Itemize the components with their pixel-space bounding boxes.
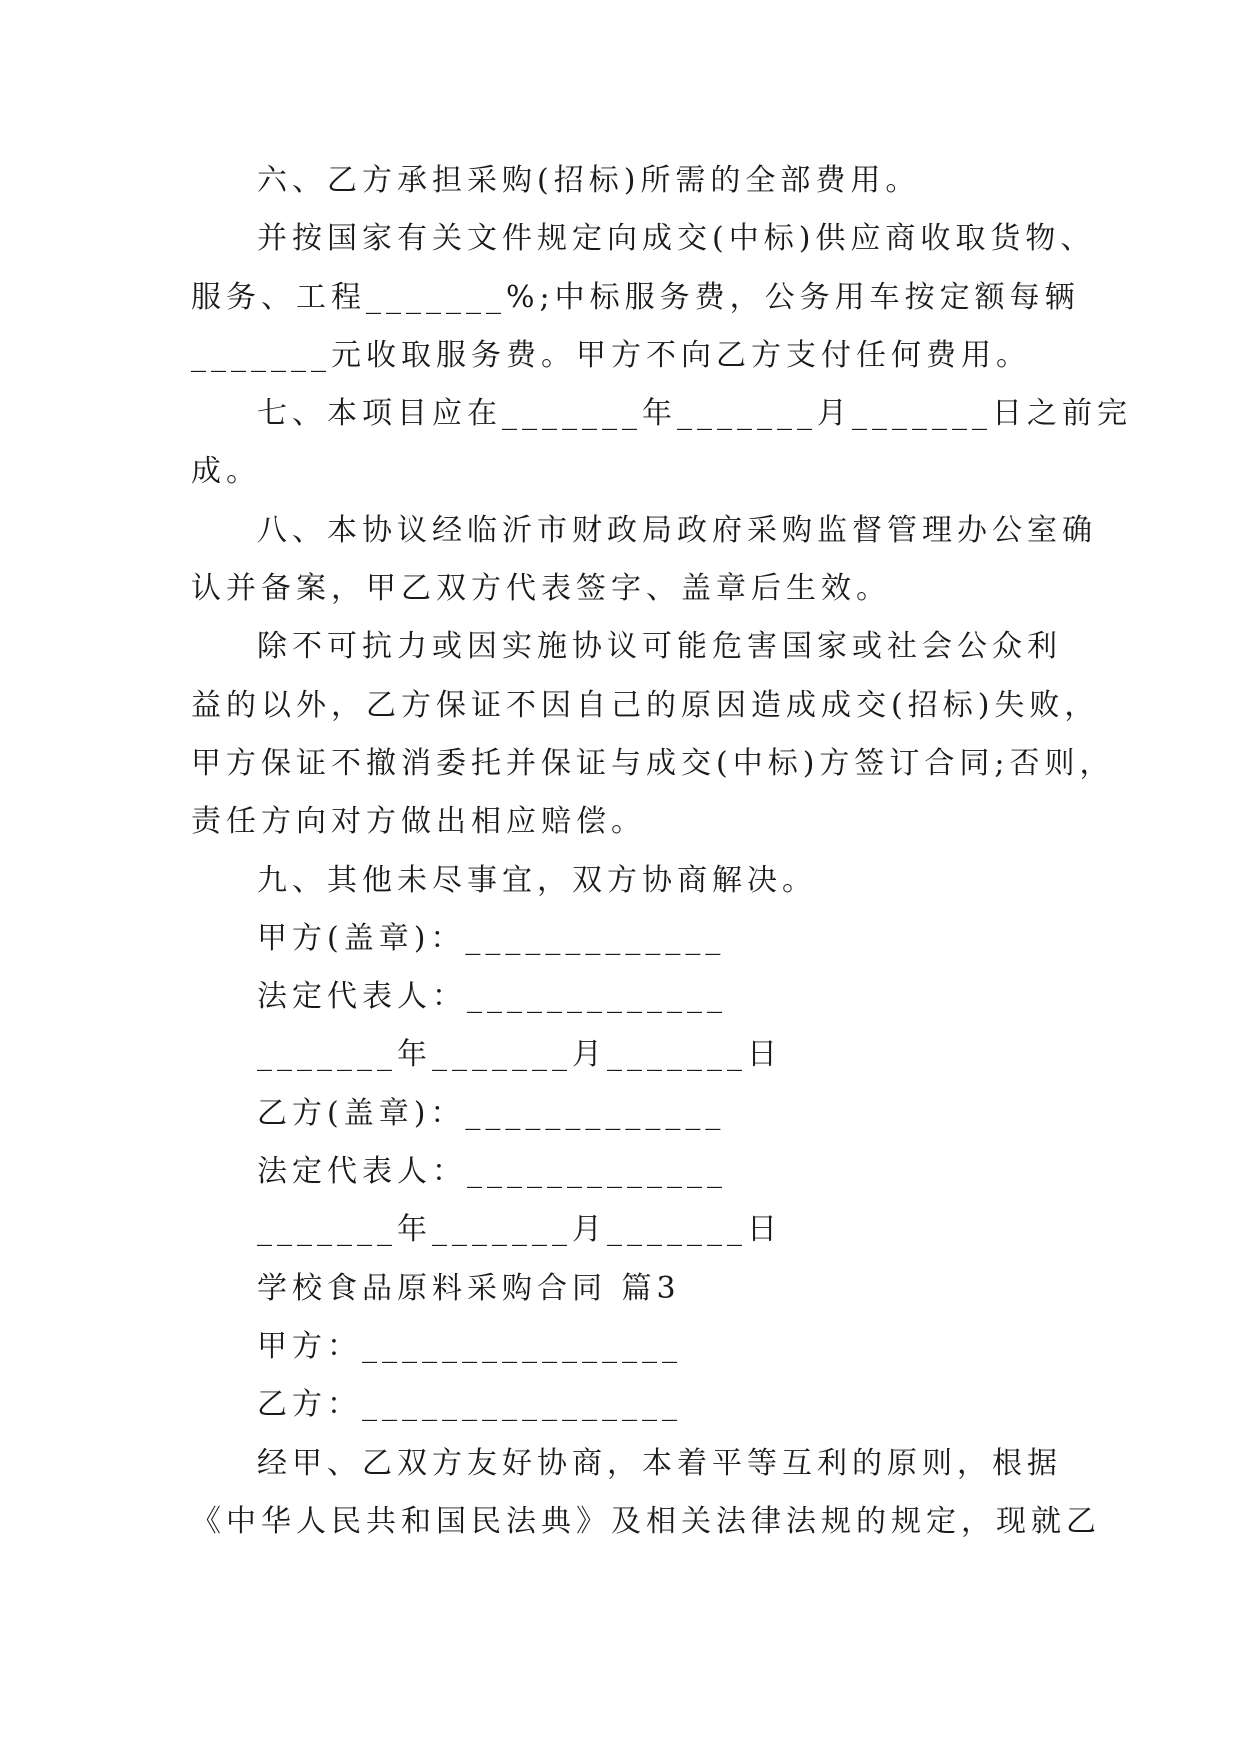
text-line: 六、乙方承担采购(招标)所需的全部费用。: [257, 163, 921, 198]
text-line: 成。: [191, 454, 261, 490]
text-line: 责任方向对方做出相应赔偿。: [191, 804, 646, 840]
text-line: 益的以外，乙方保证不因自己的原因造成成交(招标)失败，: [191, 687, 1100, 723]
text-line: 学校食品原料采购合同 篇3: [257, 1270, 681, 1306]
text-line: 八、本协议经临沂市财政局政府采购监督管理办公室确: [257, 512, 1097, 548]
text-line: 甲方：________________: [257, 1328, 682, 1364]
text-line: 服务、工程_______%;中标服务费，公务用车按定额每辆: [191, 279, 1080, 315]
text-line: 认并备案，甲乙双方代表签字、盖章后生效。: [191, 571, 891, 607]
text-line: 《中华人民共和国民法典》及相关法律法规的规定，现就乙: [191, 1503, 1101, 1539]
text-line: 法定代表人：_____________: [257, 1154, 727, 1190]
text-line: 除不可抗力或因实施协议可能危害国家或社会公众利: [257, 629, 1062, 665]
text-line: 乙方(盖章)：_____________: [257, 1095, 726, 1131]
text-line: 甲方保证不撤消委托并保证与成交(中标)方签订合同;否则，: [191, 745, 1115, 781]
text-line: _______元收取服务费。甲方不向乙方支付任何费用。: [191, 337, 1031, 373]
text-line: 经甲、乙双方友好协商，本着平等互利的原则，根据: [257, 1445, 1062, 1481]
text-line: 并按国家有关文件规定向成交(中标)供应商收取货物、: [257, 221, 1096, 257]
text-line: 九、其他未尽事宜，双方协商解决。: [257, 862, 817, 898]
text-line: _______年_______月_______日: [257, 1212, 782, 1248]
text-line: _______年_______月_______日: [257, 1037, 782, 1073]
text-line: 乙方：________________: [257, 1387, 682, 1423]
text-line: 七、本项目应在_______年_______月_______日之前完: [257, 396, 1132, 432]
document-body: [191, 152, 1132, 1551]
text-line: 法定代表人：_____________: [257, 979, 727, 1015]
text-line: 甲方(盖章)：_____________: [257, 920, 726, 956]
